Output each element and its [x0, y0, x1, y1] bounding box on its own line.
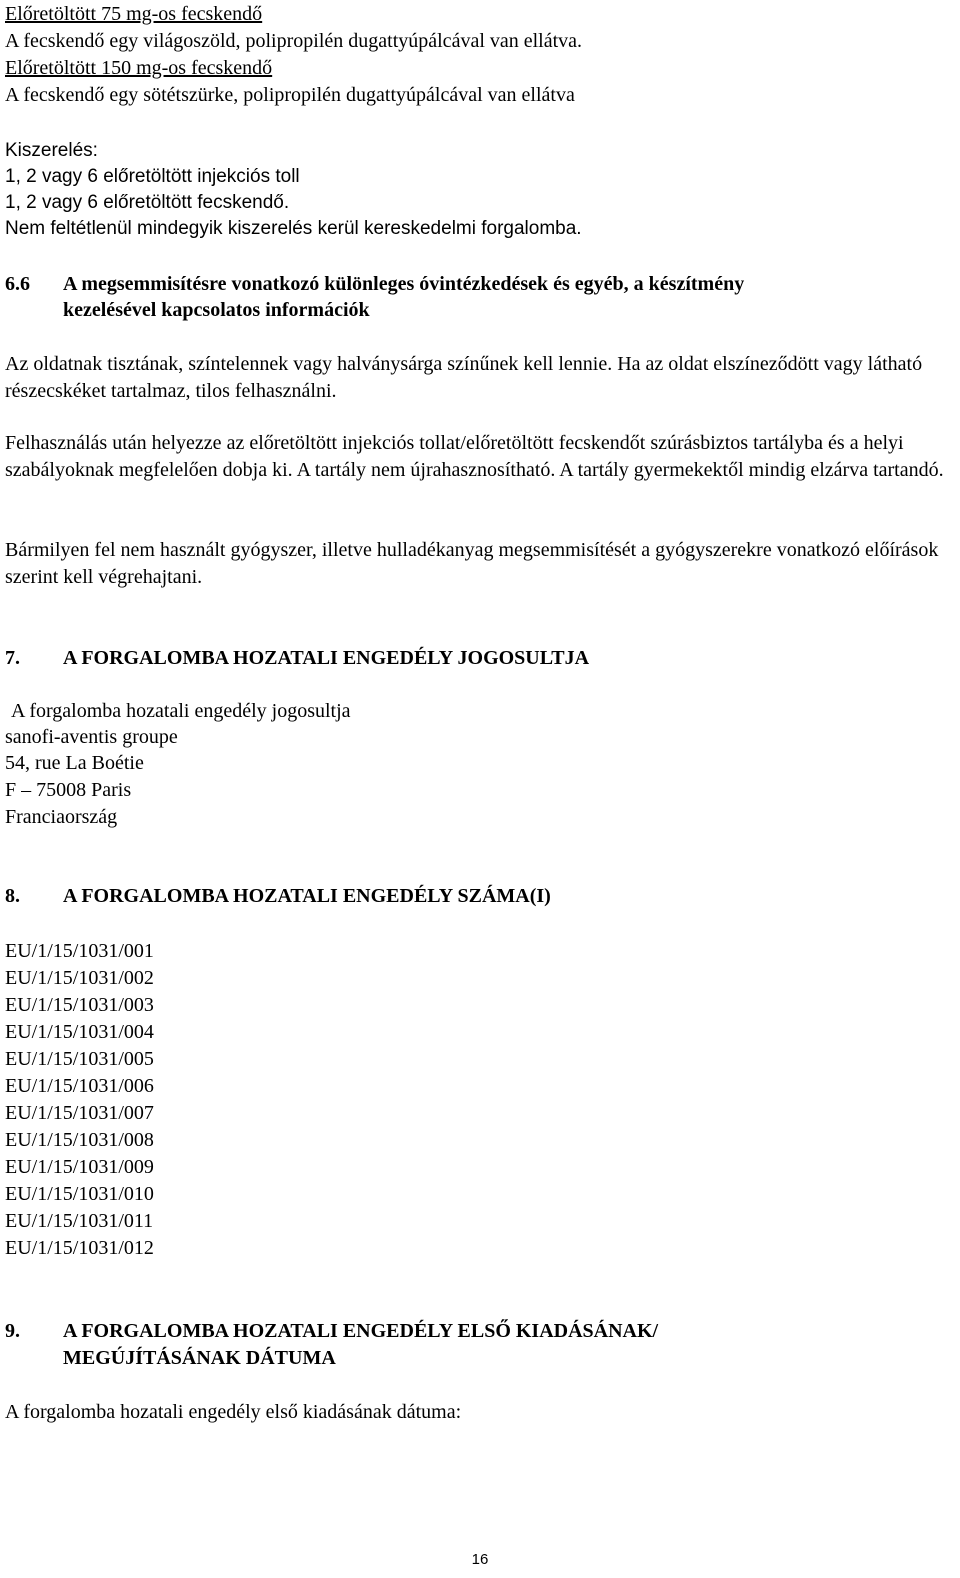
holder-city: F – 75008 Paris	[5, 779, 132, 801]
section-9-title-line1: A FORGALOMBA HOZATALI ENGEDÉLY ELSŐ KIADÁSÁNAK/	[63, 1320, 659, 1342]
packaging-pen: 1, 2 vagy 6 előretöltött injekciós toll	[5, 166, 300, 187]
holder-street: 54, rue La Boétie	[5, 752, 144, 774]
authorisation-number: EU/1/15/1031/010	[5, 1183, 154, 1205]
authorisation-number: EU/1/15/1031/002	[5, 967, 154, 989]
authorisation-number: EU/1/15/1031/011	[5, 1210, 154, 1232]
syringe-75-heading: Előretöltött 75 mg-os fecskendő	[5, 3, 263, 25]
section-7-title: A FORGALOMBA HOZATALI ENGEDÉLY JOGOSULTJA	[63, 647, 590, 669]
section-7-number: 7.	[5, 647, 20, 669]
section-6-6-paragraph-3: Bármilyen fel nem használt gyógyszer, illetve hulladékanyag megsemmisítését a gyógyszerekre vonatkozó előírások szerint kell végrehajtani.	[5, 539, 939, 588]
section-8-title: A FORGALOMBA HOZATALI ENGEDÉLY SZÁMA(I)	[63, 885, 551, 907]
section-6-6-number: 6.6	[5, 273, 30, 295]
holder-country: Franciaország	[5, 806, 118, 828]
first-authorisation-label: A forgalomba hozatali engedély első kiadásának dátuma:	[5, 1401, 462, 1423]
section-8-number: 8.	[5, 885, 20, 907]
authorisation-number: EU/1/15/1031/003	[5, 994, 154, 1016]
authorisation-number: EU/1/15/1031/006	[5, 1075, 154, 1097]
packaging-syringe: 1, 2 vagy 6 előretöltött fecskendő.	[5, 192, 290, 213]
section-6-6-title-line2: kezelésével kapcsolatos információk	[63, 299, 370, 321]
section-9-number: 9.	[5, 1320, 20, 1342]
not-all-marketed-note: Nem feltétlenül mindegyik kiszerelés kerül kereskedelmi forgalomba.	[5, 218, 582, 239]
section-6-6-title-line1: A megsemmisítésre vonatkozó különleges óvintézkedések és egyéb, a készítmény	[63, 273, 745, 295]
section-9-title-line2: MEGÚJÍTÁSÁNAK DÁTUMA	[63, 1347, 336, 1369]
authorisation-number: EU/1/15/1031/007	[5, 1102, 154, 1124]
section-6-6-paragraph-1: Az oldatnak tisztának, színtelennek vagy halványsárga színűnek kell lennie. Ha az oldat elszíneződött vagy látható részecskéket tartalmaz, tilos felhasználni.	[5, 353, 923, 402]
section-6-6-paragraph-2: Felhasználás után helyezze az előretöltött injekciós tollat/előretöltött fecskendőt szúrásbiztos tartályba és a helyi szabályoknak megfelelően dobja ki. A tartály nem újrahasznosítható. A tartály gyermekektől mindig elzárva tartandó.	[5, 432, 944, 481]
authorisation-number: EU/1/15/1031/008	[5, 1129, 154, 1151]
syringe-75-description: A fecskendő egy világoszöld, polipropilén dugattyúpálcával van ellátva.	[5, 30, 583, 52]
syringe-150-description: A fecskendő egy sötétszürke, polipropilén dugattyúpálcával van ellátva	[5, 84, 575, 106]
authorisation-number: EU/1/15/1031/004	[5, 1021, 154, 1043]
page-number: 16	[471, 1551, 489, 1568]
holder-company: sanofi-aventis groupe	[5, 726, 178, 748]
authorisation-number: EU/1/15/1031/012	[5, 1237, 154, 1259]
holder-label: A forgalomba hozatali engedély jogosultja	[11, 700, 351, 722]
syringe-150-heading: Előretöltött 150 mg-os fecskendő	[5, 57, 273, 79]
authorisation-number: EU/1/15/1031/001	[5, 940, 154, 962]
authorisation-number: EU/1/15/1031/005	[5, 1048, 154, 1070]
authorisation-number: EU/1/15/1031/009	[5, 1156, 154, 1178]
packaging-label: Kiszerelés:	[5, 140, 98, 161]
